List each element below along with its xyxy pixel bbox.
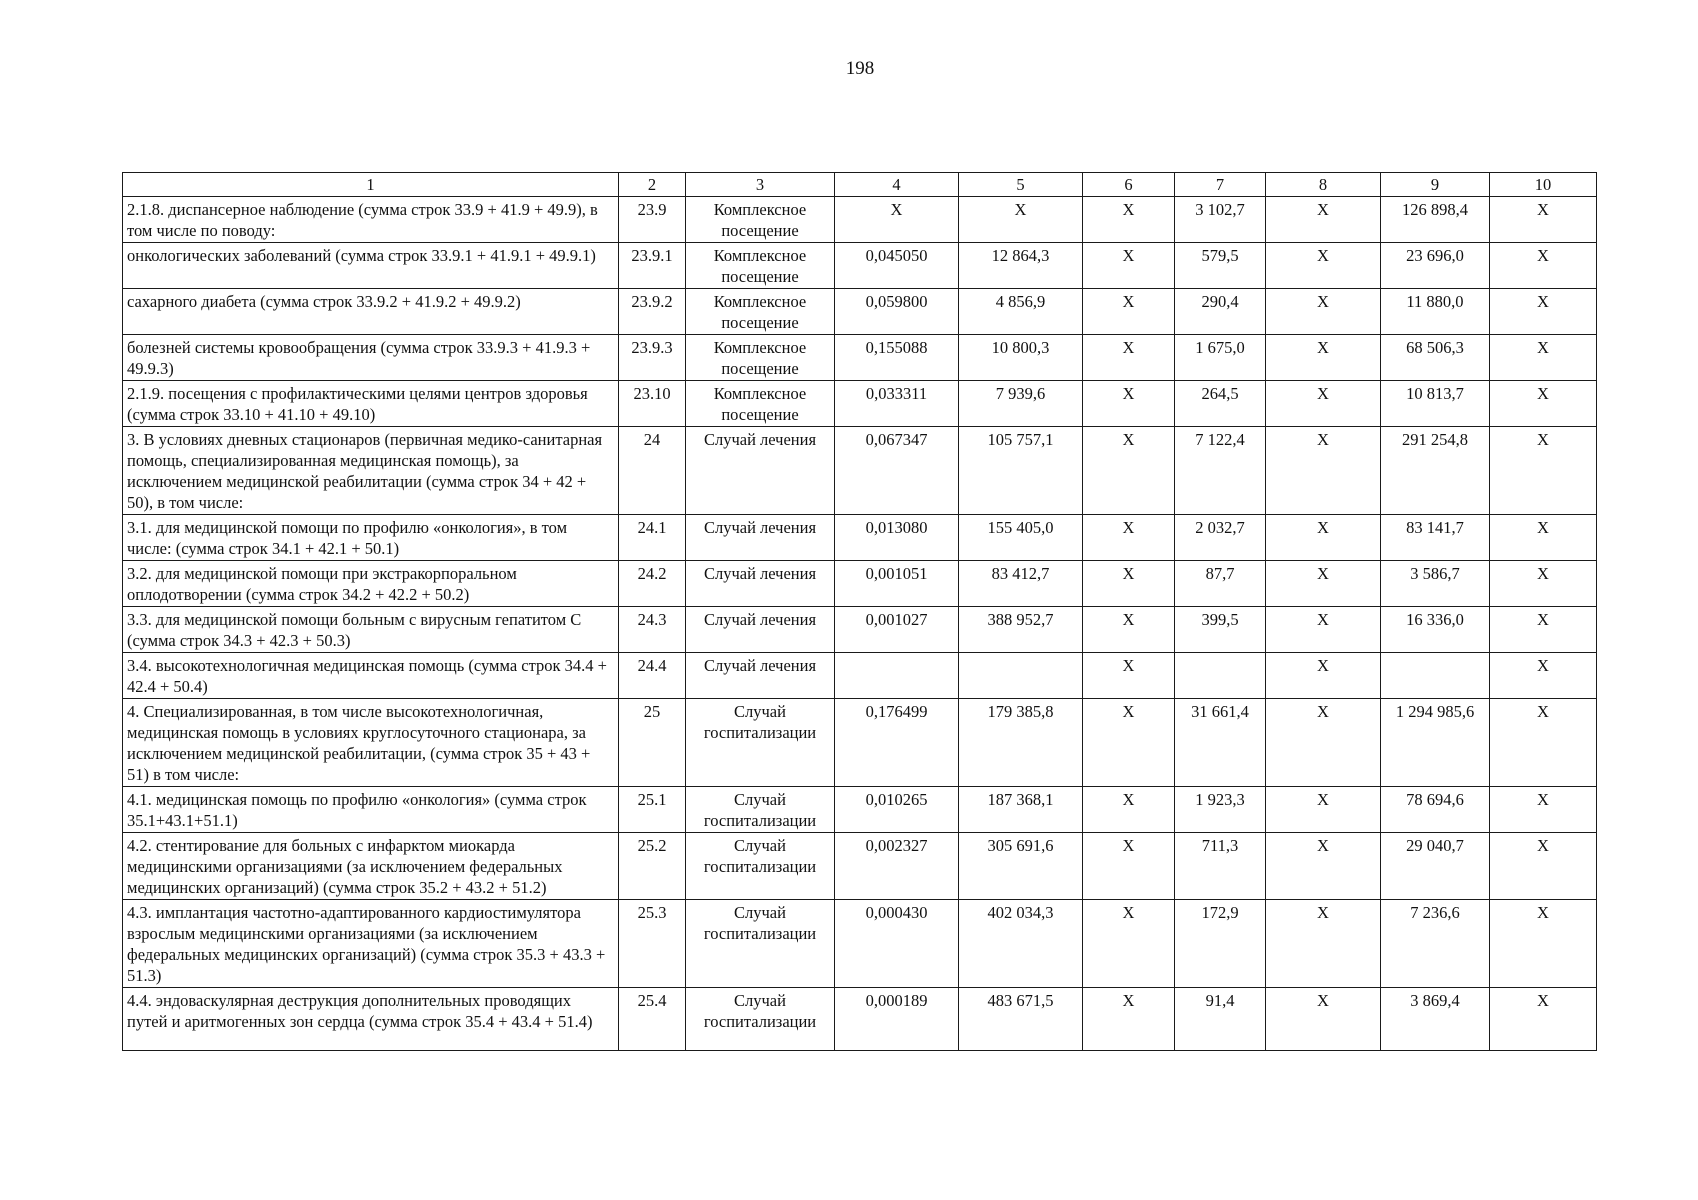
row-col9-cell: 126 898,4 — [1381, 197, 1490, 243]
row-col8-cell: X — [1266, 289, 1381, 335]
row-col4-cell: 0,001051 — [835, 561, 959, 607]
row-name-cell: 3.2. для медицинской помощи при экстракорпоральном оплодотворении (сумма строк 34.2 + 42.2 + 50.2) — [123, 561, 619, 607]
row-unit-cell: Случай госпитализации — [686, 833, 835, 900]
row-col4-cell: X — [835, 197, 959, 243]
page-number: 198 — [845, 58, 875, 79]
row-col8-cell: X — [1266, 607, 1381, 653]
table-row — [123, 787, 1597, 833]
row-name-cell: 3. В условиях дневных стационаров (первичная медико-санитарная помощь, специализированная медицинская помощь), за исключением медицинской реабилитации (сумма строк 34 + 42 + 50), в том числе: — [123, 427, 619, 515]
row-col8-cell: X — [1266, 427, 1381, 515]
row-code-cell: 23.9 — [619, 197, 686, 243]
row-col5-cell: 7 939,6 — [959, 381, 1083, 427]
row-unit-cell: Комплексное посещение — [686, 381, 835, 427]
table-row — [123, 515, 1597, 561]
table-row — [123, 381, 1597, 427]
column-number-1: 1 — [123, 173, 619, 197]
table-row — [123, 653, 1597, 699]
row-unit-cell: Случай лечения — [686, 653, 835, 699]
row-col6-cell: X — [1083, 833, 1175, 900]
row-code-cell: 24.4 — [619, 653, 686, 699]
row-col7-cell: 264,5 — [1175, 381, 1266, 427]
row-col9-cell: 83 141,7 — [1381, 515, 1490, 561]
column-number-9: 9 — [1381, 173, 1490, 197]
row-col9-cell: 29 040,7 — [1381, 833, 1490, 900]
row-unit-cell: Комплексное посещение — [686, 243, 835, 289]
row-col10-cell: X — [1490, 289, 1597, 335]
row-col9-cell: 23 696,0 — [1381, 243, 1490, 289]
row-col6-cell: X — [1083, 561, 1175, 607]
row-col9-cell: 16 336,0 — [1381, 607, 1490, 653]
row-col7-cell: 1 923,3 — [1175, 787, 1266, 833]
column-number-6: 6 — [1083, 173, 1175, 197]
row-col6-cell: X — [1083, 787, 1175, 833]
row-name-cell: 4.4. эндоваскулярная деструкция дополнительных проводящих путей и аритмогенных зон сердца (сумма строк 35.4 + 43.4 + 51.4) — [123, 988, 619, 1051]
row-col10-cell: X — [1490, 381, 1597, 427]
row-col7-cell: 290,4 — [1175, 289, 1266, 335]
row-col4-cell: 0,155088 — [835, 335, 959, 381]
row-col5-cell: 83 412,7 — [959, 561, 1083, 607]
row-code-cell: 25 — [619, 699, 686, 787]
row-col6-cell: X — [1083, 381, 1175, 427]
column-number-2: 2 — [619, 173, 686, 197]
row-col10-cell: X — [1490, 988, 1597, 1051]
row-code-cell: 23.9.2 — [619, 289, 686, 335]
row-col7-cell: 91,4 — [1175, 988, 1266, 1051]
column-number-4: 4 — [835, 173, 959, 197]
row-col7-cell: 87,7 — [1175, 561, 1266, 607]
column-number-5: 5 — [959, 173, 1083, 197]
row-name-cell: онкологических заболеваний (сумма строк 33.9.1 + 41.9.1 + 49.9.1) — [123, 243, 619, 289]
column-number-8: 8 — [1266, 173, 1381, 197]
row-col6-cell: X — [1083, 515, 1175, 561]
row-col4-cell: 0,067347 — [835, 427, 959, 515]
row-col5-cell: 10 800,3 — [959, 335, 1083, 381]
data-table — [122, 172, 1597, 1051]
row-code-cell: 24 — [619, 427, 686, 515]
row-unit-cell: Комплексное посещение — [686, 335, 835, 381]
row-code-cell: 25.1 — [619, 787, 686, 833]
table-row — [123, 833, 1597, 900]
row-code-cell: 24.2 — [619, 561, 686, 607]
row-col8-cell: X — [1266, 197, 1381, 243]
row-col10-cell: X — [1490, 607, 1597, 653]
row-col6-cell: X — [1083, 197, 1175, 243]
row-unit-cell: Случай лечения — [686, 607, 835, 653]
row-col9-cell — [1381, 653, 1490, 699]
row-col10-cell: X — [1490, 197, 1597, 243]
row-col9-cell: 7 236,6 — [1381, 900, 1490, 988]
row-col7-cell: 711,3 — [1175, 833, 1266, 900]
row-col7-cell: 579,5 — [1175, 243, 1266, 289]
row-col5-cell: 483 671,5 — [959, 988, 1083, 1051]
row-code-cell: 25.3 — [619, 900, 686, 988]
row-name-cell: 2.1.9. посещения с профилактическими целями центров здоровья (сумма строк 33.10 + 41.10 + 49.10) — [123, 381, 619, 427]
table-row — [123, 561, 1597, 607]
row-col8-cell: X — [1266, 900, 1381, 988]
row-unit-cell: Случай госпитализации — [686, 699, 835, 787]
row-col9-cell: 78 694,6 — [1381, 787, 1490, 833]
row-name-cell: сахарного диабета (сумма строк 33.9.2 + 41.9.2 + 49.9.2) — [123, 289, 619, 335]
row-unit-cell: Случай госпитализации — [686, 988, 835, 1051]
row-col5-cell: X — [959, 197, 1083, 243]
column-number-3: 3 — [686, 173, 835, 197]
row-col5-cell: 105 757,1 — [959, 427, 1083, 515]
column-number-row — [123, 173, 1597, 197]
row-name-cell: 4.2. стентирование для больных с инфарктом миокарда медицинскими организациями (за исключением федеральных медицинских организаций) (сумма строк 35.2 + 43.2 + 51.2) — [123, 833, 619, 900]
row-name-cell: 4.3. имплантация частотно-адаптированного кардиостимулятора взрослым медицинскими организациями (за исключением федеральных медицинских организаций) (сумма строк 35.3 + 43.3 + 51.3) — [123, 900, 619, 988]
row-code-cell: 25.2 — [619, 833, 686, 900]
row-col4-cell: 0,045050 — [835, 243, 959, 289]
table-row — [123, 900, 1597, 988]
row-col4-cell: 0,010265 — [835, 787, 959, 833]
row-col7-cell: 7 122,4 — [1175, 427, 1266, 515]
row-unit-cell: Случай лечения — [686, 515, 835, 561]
row-col5-cell — [959, 653, 1083, 699]
row-name-cell: 3.3. для медицинской помощи больным с вирусным гепатитом С (сумма строк 34.3 + 42.3 + 50.3) — [123, 607, 619, 653]
row-col6-cell: X — [1083, 607, 1175, 653]
row-col7-cell: 399,5 — [1175, 607, 1266, 653]
row-col6-cell: X — [1083, 427, 1175, 515]
row-col6-cell: X — [1083, 243, 1175, 289]
row-col8-cell: X — [1266, 699, 1381, 787]
row-col5-cell: 187 368,1 — [959, 787, 1083, 833]
row-name-cell: болезней системы кровообращения (сумма строк 33.9.3 + 41.9.3 + 49.9.3) — [123, 335, 619, 381]
row-col10-cell: X — [1490, 653, 1597, 699]
row-col4-cell: 0,013080 — [835, 515, 959, 561]
row-col4-cell: 0,001027 — [835, 607, 959, 653]
row-col8-cell: X — [1266, 243, 1381, 289]
row-col9-cell: 291 254,8 — [1381, 427, 1490, 515]
row-col10-cell: X — [1490, 787, 1597, 833]
row-unit-cell: Случай госпитализации — [686, 787, 835, 833]
row-col8-cell: X — [1266, 787, 1381, 833]
table-row — [123, 335, 1597, 381]
table-row — [123, 988, 1597, 1051]
row-col7-cell: 31 661,4 — [1175, 699, 1266, 787]
row-col5-cell: 4 856,9 — [959, 289, 1083, 335]
row-col4-cell: 0,033311 — [835, 381, 959, 427]
row-col10-cell: X — [1490, 515, 1597, 561]
row-col10-cell: X — [1490, 243, 1597, 289]
row-col9-cell: 11 880,0 — [1381, 289, 1490, 335]
row-col8-cell: X — [1266, 833, 1381, 900]
row-col8-cell: X — [1266, 515, 1381, 561]
table-row — [123, 289, 1597, 335]
row-col6-cell: X — [1083, 900, 1175, 988]
row-name-cell: 2.1.8. диспансерное наблюдение (сумма строк 33.9 + 41.9 + 49.9), в том числе по поводу: — [123, 197, 619, 243]
row-col7-cell: 172,9 — [1175, 900, 1266, 988]
row-name-cell: 3.4. высокотехнологичная медицинская помощь (сумма строк 34.4 + 42.4 + 50.4) — [123, 653, 619, 699]
row-code-cell: 24.1 — [619, 515, 686, 561]
row-col9-cell: 3 869,4 — [1381, 988, 1490, 1051]
row-col10-cell: X — [1490, 335, 1597, 381]
row-col6-cell: X — [1083, 335, 1175, 381]
row-code-cell: 24.3 — [619, 607, 686, 653]
row-unit-cell: Комплексное посещение — [686, 197, 835, 243]
row-col4-cell: 0,002327 — [835, 833, 959, 900]
row-col7-cell: 1 675,0 — [1175, 335, 1266, 381]
row-name-cell: 4. Специализированная, в том числе высокотехнологичная, медицинская помощь в условиях круглосуточного стационара, за исключением медицинской реабилитации, (сумма строк 35 + 43 + 51) в том числе: — [123, 699, 619, 787]
row-unit-cell: Комплексное посещение — [686, 289, 835, 335]
row-code-cell: 23.10 — [619, 381, 686, 427]
table-row — [123, 427, 1597, 515]
row-col8-cell: X — [1266, 988, 1381, 1051]
table-row — [123, 607, 1597, 653]
row-unit-cell: Случай лечения — [686, 561, 835, 607]
row-col4-cell: 0,000430 — [835, 900, 959, 988]
row-col10-cell: X — [1490, 699, 1597, 787]
row-col7-cell: 2 032,7 — [1175, 515, 1266, 561]
row-unit-cell: Случай лечения — [686, 427, 835, 515]
row-col8-cell: X — [1266, 561, 1381, 607]
row-col10-cell: X — [1490, 833, 1597, 900]
row-col5-cell: 179 385,8 — [959, 699, 1083, 787]
row-col6-cell: X — [1083, 988, 1175, 1051]
row-col9-cell: 3 586,7 — [1381, 561, 1490, 607]
row-col5-cell: 388 952,7 — [959, 607, 1083, 653]
table-row — [123, 197, 1597, 243]
row-code-cell: 23.9.1 — [619, 243, 686, 289]
row-col8-cell: X — [1266, 381, 1381, 427]
row-col10-cell: X — [1490, 561, 1597, 607]
row-col9-cell: 10 813,7 — [1381, 381, 1490, 427]
row-code-cell: 25.4 — [619, 988, 686, 1051]
row-col5-cell: 155 405,0 — [959, 515, 1083, 561]
row-col9-cell: 1 294 985,6 — [1381, 699, 1490, 787]
table-row — [123, 243, 1597, 289]
row-col6-cell: X — [1083, 699, 1175, 787]
row-col10-cell: X — [1490, 900, 1597, 988]
row-code-cell: 23.9.3 — [619, 335, 686, 381]
row-col5-cell: 402 034,3 — [959, 900, 1083, 988]
row-col5-cell: 12 864,3 — [959, 243, 1083, 289]
row-col7-cell: 3 102,7 — [1175, 197, 1266, 243]
table-row — [123, 699, 1597, 787]
row-col6-cell: X — [1083, 653, 1175, 699]
row-name-cell: 3.1. для медицинской помощи по профилю «онкология», в том числе: (сумма строк 34.1 + 42.1 + 50.1) — [123, 515, 619, 561]
row-col4-cell — [835, 653, 959, 699]
row-col6-cell: X — [1083, 289, 1175, 335]
row-unit-cell: Случай госпитализации — [686, 900, 835, 988]
row-col4-cell: 0,000189 — [835, 988, 959, 1051]
column-number-10: 10 — [1490, 173, 1597, 197]
row-col10-cell: X — [1490, 427, 1597, 515]
column-number-7: 7 — [1175, 173, 1266, 197]
row-col5-cell: 305 691,6 — [959, 833, 1083, 900]
row-col7-cell — [1175, 653, 1266, 699]
row-col8-cell: X — [1266, 335, 1381, 381]
row-col9-cell: 68 506,3 — [1381, 335, 1490, 381]
row-col4-cell: 0,059800 — [835, 289, 959, 335]
row-col4-cell: 0,176499 — [835, 699, 959, 787]
row-col8-cell: X — [1266, 653, 1381, 699]
row-name-cell: 4.1. медицинская помощь по профилю «онкология» (сумма строк 35.1+43.1+51.1) — [123, 787, 619, 833]
